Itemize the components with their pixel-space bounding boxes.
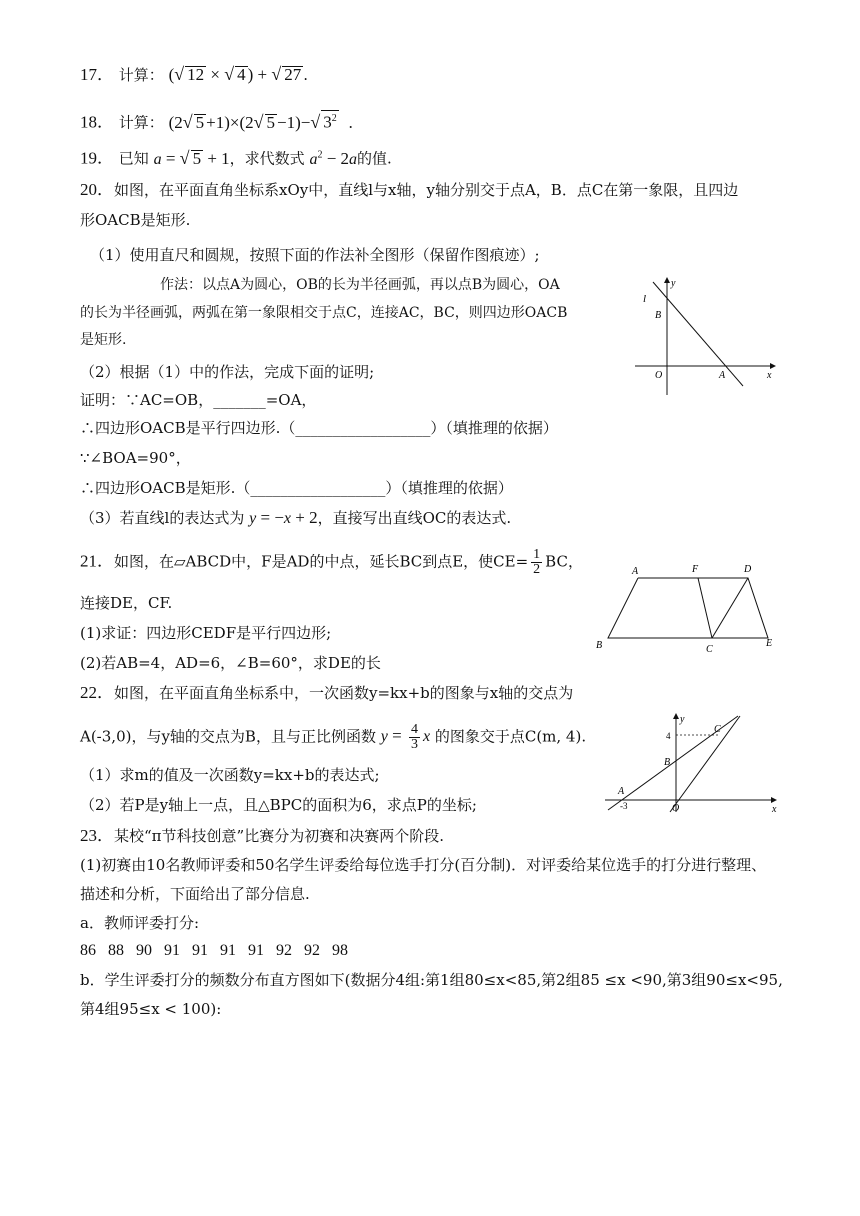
- q22-fig-A: A: [618, 786, 625, 797]
- q20-proof4: ∴四边形OACB是矩形.（__________________）（填推理的依据）: [80, 479, 513, 497]
- q22-line2: A(-3,0)，与y轴的交点为B，且与正比例函数 y = $\frac{4}{3}$ x 的图象交于点C(m, 4).: [80, 722, 587, 752]
- q20-figure: [625, 270, 785, 400]
- q20-fig-y: y: [671, 278, 676, 289]
- q21-fig-F: F: [692, 564, 699, 575]
- q18: 18． 计算： (2√ 5 +1)×(2√ 5 −1)−√ $3^2$ ．: [80, 111, 364, 132]
- q18-number: 18．: [80, 112, 114, 132]
- q19-condition: a = √ 5 + 1: [153, 147, 230, 168]
- q20-proof3: ∵∠BOA=90°，: [80, 449, 191, 467]
- q20-part2: （2）根据（1）中的作法，完成下面的证明;: [80, 363, 375, 381]
- q18-label: 计算：: [118, 113, 164, 132]
- q20-fig-A: A: [719, 370, 726, 381]
- q17-expression: (√ 12 × √ 4 ) + √ 27: [168, 64, 302, 84]
- q22-figure: [600, 708, 785, 816]
- q22-fig-C: C: [714, 724, 721, 735]
- q20-method3: 是矩形.: [80, 332, 127, 348]
- q21-fig-C: C: [706, 644, 713, 655]
- q19-number: 19．: [80, 148, 114, 168]
- q17-label: 计算：: [118, 66, 164, 84]
- q21-line1: 21．如图，在▱ABCD中，F是AD的中点，延长BC到点E，使CE= $\frac{1}{2}$ BC，: [80, 547, 583, 577]
- q21-part2: (2)若AB=4，AD=6，∠B=60°，求DE的长: [80, 654, 381, 672]
- q23-b-line1: b．学生评委打分的频数分布直方图如下(数据分4组:第1组80≤x<85,第2组85 ≤x <90,第3组90≤x<95,: [80, 971, 783, 989]
- q21-fig-A: A: [632, 566, 639, 577]
- q22-proportional-function: y = $\frac{4}{3}$ x: [380, 722, 431, 752]
- q21-fig-D: D: [744, 564, 752, 575]
- q17-number: 17．: [80, 65, 114, 84]
- q23-line3: 描述和分析，下面给出了部分信息.: [80, 885, 310, 903]
- q21-fig-E: E: [766, 638, 773, 649]
- q20-fig-B: B: [655, 310, 662, 321]
- q22-fig-neg3: -3: [620, 801, 628, 811]
- q23-line2: (1)初赛由10名教师评委和50名学生评委给每位选手打分(百分制)．对评委给某位选手的打分进行整理、: [80, 856, 767, 874]
- q22-fig-y: y: [680, 714, 685, 725]
- q19-expression: $a^2 - 2a$: [309, 148, 358, 168]
- q20-part3: （3）若直线l的表达式为 y = −x + 2，直接写出直线OC的表达式.: [80, 508, 512, 527]
- q21-figure: [590, 560, 790, 660]
- q20-fig-O: O: [655, 370, 663, 381]
- q23-line1: 23．某校“π节科技创意”比赛分为初赛和决赛两个阶段.: [80, 826, 444, 845]
- q22-fig-x: x: [772, 804, 777, 815]
- q20-method1: 作法：以点A为圆心，OB的长为半径画弧，再以点B为圆心，OA: [160, 277, 560, 293]
- q20-method2: 的长为半径画弧，两弧在第一象限相交于点C，连接AC，BC，则四边形OACB: [80, 305, 568, 321]
- q21-fig-B: B: [596, 640, 603, 651]
- q20-fig-l: l: [643, 293, 647, 305]
- q23-b-line2: 第4组95≤x < 100):: [80, 1000, 222, 1018]
- q21-fraction: $\frac{1}{2}$: [533, 547, 541, 577]
- q20-fig-x: x: [767, 370, 772, 381]
- q20-proof1: 证明：∵AC=OB，_______=OA，: [80, 391, 317, 409]
- q23-a-label: a．教师评委打分:: [80, 914, 199, 932]
- q19: 19． 已知 a = √ 5 + 1，求代数式 $a^2 - 2a$的值.: [80, 147, 392, 168]
- q20-line-expression: y = −x + 2: [249, 508, 318, 527]
- q17: 17． 计算： (√ 12 × √ 4 ) + √ 27 .: [80, 64, 309, 84]
- q23-teacher-scores: 86 88 90 91 91 91 91 92 92 98: [80, 942, 348, 959]
- q18-expression: (2√ 5 +1)×(2√ 5 −1)−√ $3^2$: [168, 111, 337, 132]
- q22-part1: （1）求m的值及一次函数y=kx+b的表达式;: [80, 766, 380, 784]
- q20-line1: 20．如图，在平面直角坐标系xOy中，直线l与x轴，y轴分别交于点A，B．点C在第一象限，且四边: [80, 180, 739, 199]
- q22-fig-4: 4: [666, 731, 671, 741]
- q21-part1: (1)求证：四边形CEDF是平行四边形;: [80, 624, 332, 642]
- q22-line1: 22．如图，在平面直角坐标系中，一次函数y=kx+b的图象与x轴的交点为: [80, 683, 574, 702]
- q22-part2: （2）若P是y轴上一点，且△BPC的面积为6，求点P的坐标;: [80, 796, 477, 814]
- q21-line2: 连接DE，CF.: [80, 594, 173, 612]
- q20-proof2: ∴四边形OACB是平行四边形.（__________________）（填推理的依据）: [80, 419, 558, 437]
- q22-fig-B: B: [664, 757, 671, 768]
- q20-line2: 形OACB是矩形.: [80, 211, 191, 229]
- q20-part1: （1）使用直尺和圆规，按照下面的作法补全图形（保留作图痕迹）;: [90, 246, 540, 264]
- q22-fig-O: O: [672, 803, 680, 814]
